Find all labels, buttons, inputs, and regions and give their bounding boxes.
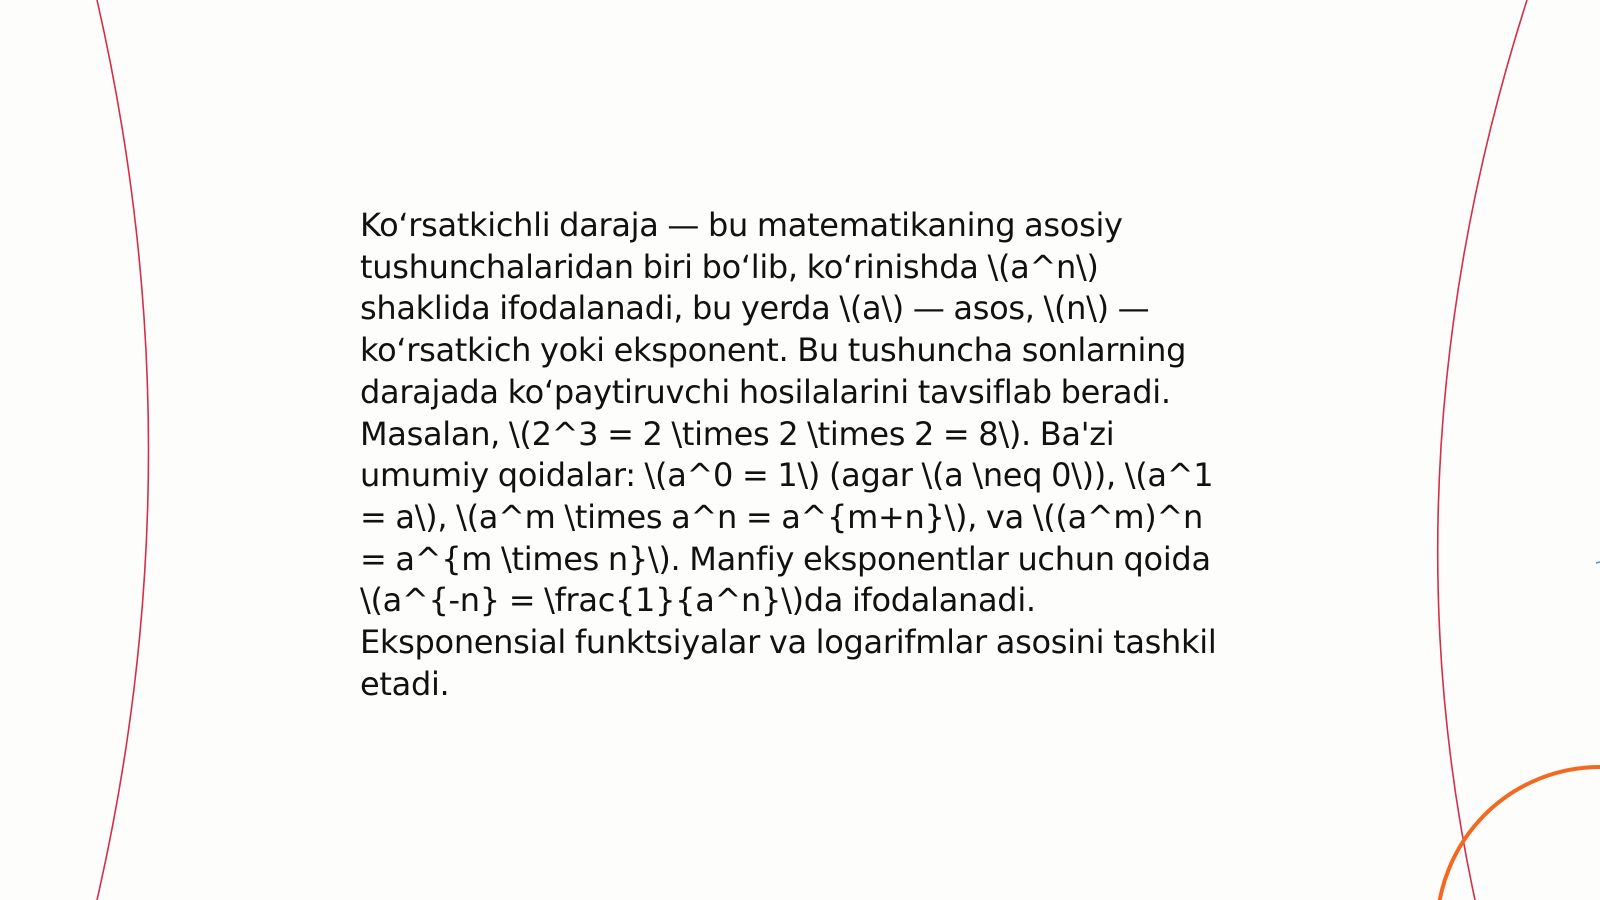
slide-paragraph: Koʻrsatkichli daraja — bu matematikaning asosiy tushunchalaridan biri boʻlib, koʻrinishda \(a^n\) shaklida ifodalanadi, bu yerda \(a\) — asos, \(n\) — koʻrsatkich yoki eksponent. Bu tushuncha sonlarning darajada koʻpaytiruvchi hosilalarini tavsiflab beradi. Masalan, \(2^3 = 2 \times 2 \times 2 = 8\). Ba'zi umumiy qoidalar: \(a^0 = 1\) (agar \(a \neq 0\)), \(a^1 = a\), \(a^m \times a^n = a^{m+n}\), va \((a^m)^n = a^{m \times n}\). Manfiy eksponentlar uchun qoida \(a^{-n} = \frac{1}{a^n}\)da ifodalanadi. Eksponensial funktsiyalar va logarifmlar asosini tashkil etadi. bbox=[360, 206, 1217, 703]
small-teal-mark bbox=[1596, 562, 1600, 563]
left-arc-line bbox=[97, 0, 149, 900]
right-arc-line bbox=[1438, 0, 1527, 900]
